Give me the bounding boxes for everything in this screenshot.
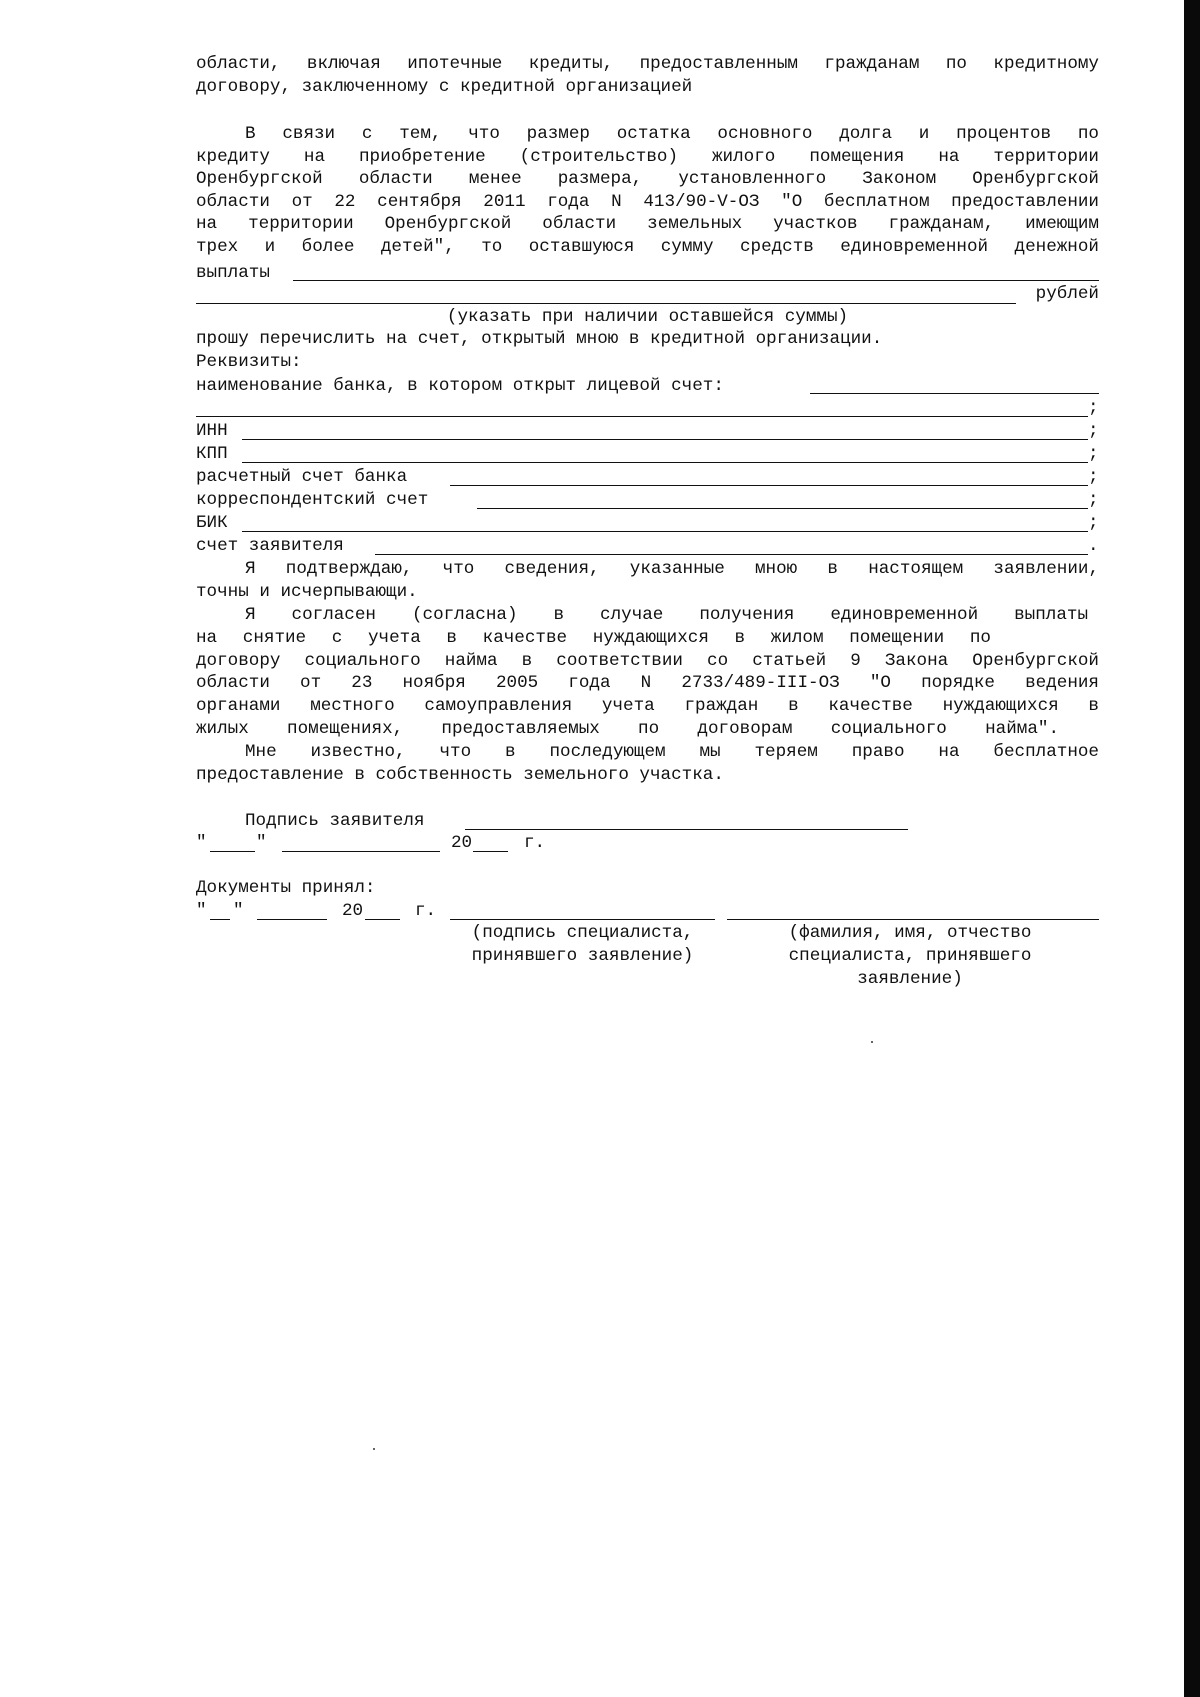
accepted-year-suffix: г.	[415, 901, 437, 921]
separator: ;	[1088, 421, 1099, 441]
bank-name-line	[810, 393, 1099, 394]
applicant-account-line	[375, 554, 1088, 555]
scan-edge	[1184, 0, 1200, 1697]
requisites-title: Реквизиты:	[196, 352, 302, 372]
separator: ;	[1088, 398, 1099, 418]
bank-name-line-2	[196, 416, 1088, 417]
paragraph-line: договору, заключенному с кредитной организацией	[196, 77, 693, 97]
kpp-line	[242, 462, 1088, 463]
payment-label: выплаты	[196, 263, 270, 283]
correspondent-account-label: корреспондентский счет	[196, 490, 429, 510]
specialist-signature-line	[450, 919, 715, 920]
paragraph-line: В связи с тем, что размер остатка основного долга и процентов по	[245, 124, 1099, 144]
separator: ;	[1088, 467, 1099, 487]
scan-speck	[871, 1041, 873, 1043]
scan-speck	[373, 1448, 375, 1450]
applicant-account-label: счет заявителя	[196, 536, 344, 556]
transfer-request: прошу перечислить на счет, открытый мною в кредитной организации.	[196, 329, 883, 349]
caption-name: специалиста, принявшего	[788, 946, 1032, 966]
paragraph-line: предоставление в собственность земельного участка.	[196, 765, 724, 785]
date-month-line	[282, 851, 440, 852]
paragraph-line: трех и более детей", то оставшуюся сумму средств единовременной денежной	[196, 237, 1099, 257]
accepted-quote-open: "	[196, 901, 207, 921]
separator: ;	[1088, 444, 1099, 464]
accepted-day-line	[210, 919, 230, 920]
bik-label: БИК	[196, 513, 228, 533]
bank-name-label: наименование банка, в котором открыт лицевой счет:	[196, 376, 724, 396]
accepted-month-line	[257, 919, 327, 920]
paragraph-line: области, включая ипотечные кредиты, предоставленным гражданам по кредитному	[196, 54, 1099, 74]
paragraph-line: точны и исчерпывающи.	[196, 582, 418, 602]
paragraph-line: на территории Оренбургской области земельных участков гражданам, имеющим	[196, 214, 1099, 234]
paragraph-line: области от 23 ноября 2005 года N 2733/489-III-ОЗ "О порядке ведения	[196, 673, 1099, 693]
caption-name: (фамилия, имя, отчество	[788, 923, 1032, 943]
caption-signature: принявшего заявление)	[471, 946, 694, 966]
date-year-line	[473, 851, 508, 852]
paragraph-line: Мне известно, что в последующем мы теряем право на бесплатное	[245, 742, 1099, 762]
paragraph-line: кредиту на приобретение (строительство) жилого помещения на территории	[196, 147, 1099, 167]
currency-label: рублей	[1035, 284, 1099, 304]
settlement-account-label: расчетный счет банка	[196, 467, 408, 487]
caption-signature: (подпись специалиста,	[471, 923, 694, 943]
accepted-year-prefix: 20	[342, 901, 364, 921]
caption-name: заявление)	[857, 969, 963, 989]
kpp-label: КПП	[196, 444, 228, 464]
payment-amount-line	[293, 280, 1099, 281]
separator: ;	[1088, 490, 1099, 510]
paragraph-line: Я согласен (согласна) в случае получения единовременной выплаты	[245, 605, 1088, 625]
paragraph-line: жилых помещениях, предоставляемых по договорам социального найма".	[196, 719, 1059, 739]
date-year-prefix: 20	[451, 833, 473, 853]
paragraph-line: области от 22 сентября 2011 года N 413/90-V-ОЗ "О бесплатном предоставлении	[196, 192, 1099, 212]
payment-hint: (указать при наличии оставшейся суммы)	[446, 307, 849, 327]
inn-label: ИНН	[196, 421, 228, 441]
separator: .	[1088, 536, 1099, 556]
signature-line	[465, 829, 908, 830]
accepted-year-line	[365, 919, 400, 920]
paragraph-line: на снятие с учета в качестве нуждающихся в жилом помещении по	[196, 628, 991, 648]
paragraph-line: Я подтверждаю, что сведения, указанные мною в настоящем заявлении,	[245, 559, 1099, 579]
paragraph-line: договору социального найма в соответствии со статьей 9 Закона Оренбургской	[196, 651, 1099, 671]
date-quote-open: "	[196, 833, 207, 853]
paragraph-line: органами местного самоуправления учета граждан в качестве нуждающихся в	[196, 696, 1099, 716]
inn-line	[242, 439, 1088, 440]
paragraph-line: Оренбургской области менее размера, установленного Законом Оренбургской	[196, 169, 1099, 189]
correspondent-account-line	[477, 508, 1088, 509]
date-day-line	[210, 851, 255, 852]
accepted-quote-close: "	[233, 901, 244, 921]
separator: ;	[1088, 513, 1099, 533]
date-quote-close: "	[256, 833, 267, 853]
signature-label: Подпись заявителя	[245, 811, 425, 831]
settlement-account-line	[450, 485, 1088, 486]
specialist-name-line	[727, 919, 1099, 920]
accepted-label: Документы принял:	[196, 878, 376, 898]
date-year-suffix: г.	[524, 833, 546, 853]
payment-amount-line-2	[196, 303, 1016, 304]
bik-line	[242, 531, 1088, 532]
